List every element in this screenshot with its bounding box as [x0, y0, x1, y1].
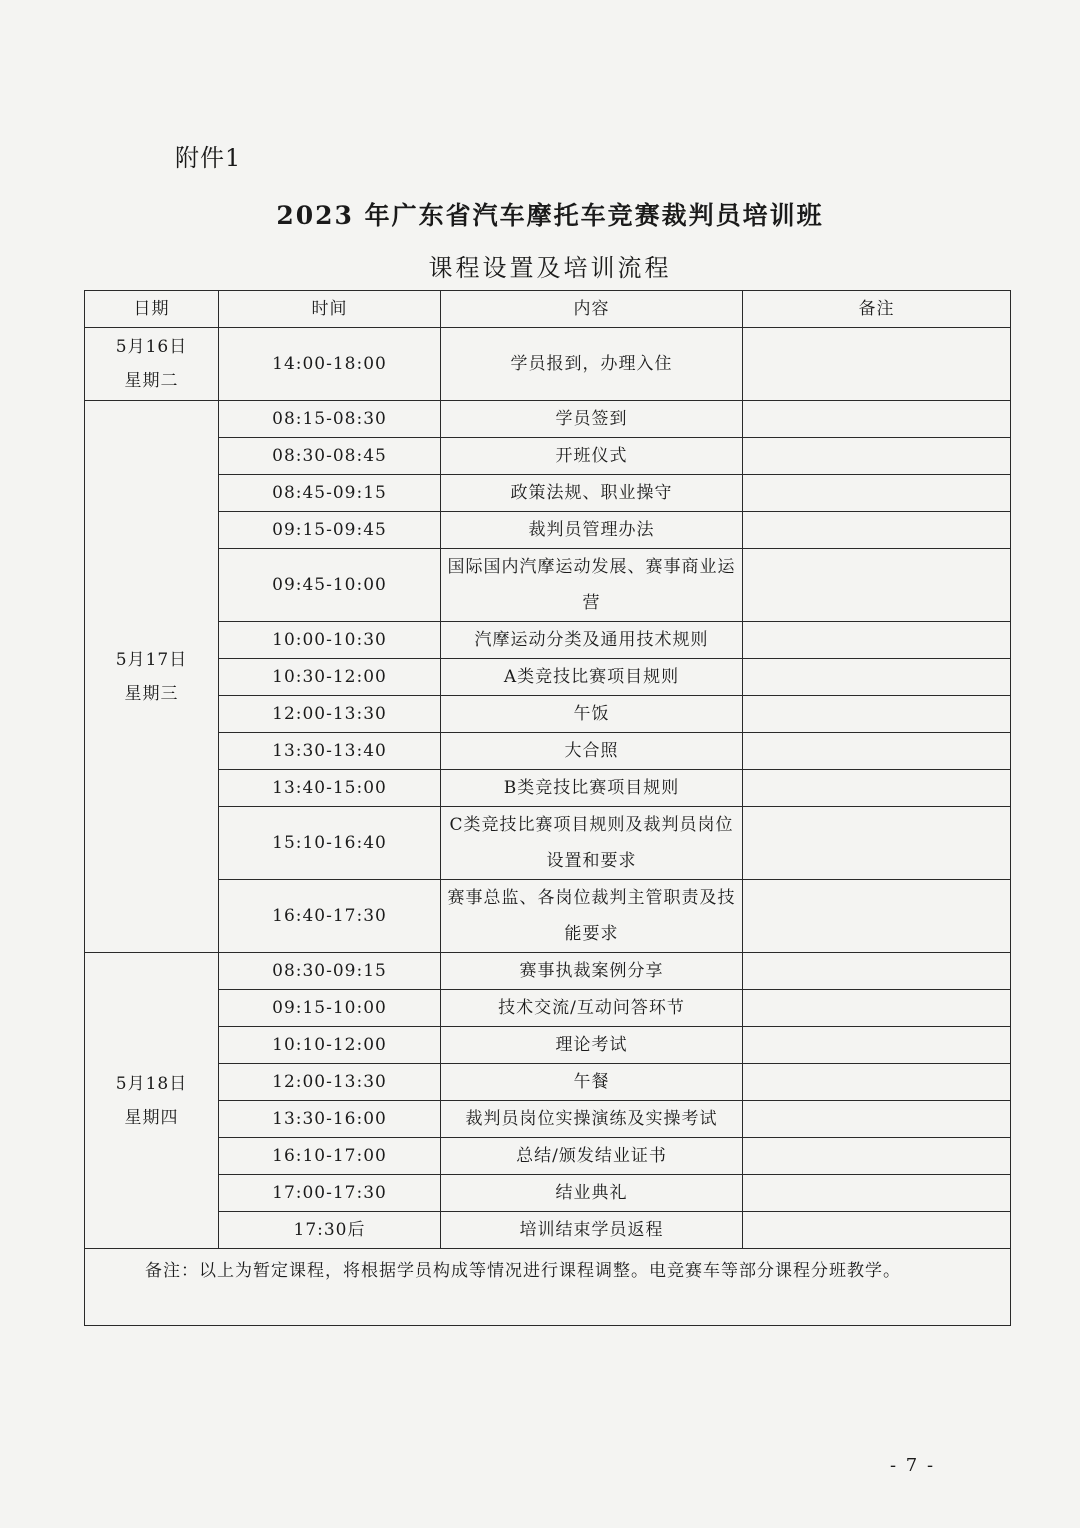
content-cell: 结业典礼	[441, 1175, 743, 1212]
content-cell: C类竞技比赛项目规则及裁判员岗位设置和要求	[441, 807, 743, 880]
table-row	[85, 659, 1011, 696]
time-cell: 09:15-09:45	[219, 512, 441, 549]
table-row	[85, 512, 1011, 549]
content-cell: 总结/颁发结业证书	[441, 1138, 743, 1175]
header-time: 时间	[219, 291, 441, 328]
table-row	[85, 328, 1011, 401]
content-cell: B类竞技比赛项目规则	[441, 770, 743, 807]
schedule-table	[84, 290, 1011, 1326]
table-row	[85, 1064, 1011, 1101]
table-row	[85, 696, 1011, 733]
content-cell: 午餐	[441, 1064, 743, 1101]
table-row	[85, 990, 1011, 1027]
time-cell: 13:30-13:40	[219, 733, 441, 770]
content-cell: 赛事总监、各岗位裁判主管职责及技能要求	[441, 880, 743, 953]
table-header-row	[85, 291, 1011, 328]
remark-cell	[743, 953, 1011, 990]
time-cell: 12:00-13:30	[219, 696, 441, 733]
content-cell: 技术交流/互动问答环节	[441, 990, 743, 1027]
day-date: 5月17日	[115, 649, 188, 670]
document-title: 2023 年广东省汽车摩托车竞赛裁判员培训班	[276, 201, 824, 230]
remark-cell	[743, 1064, 1011, 1101]
time-cell: 15:10-16:40	[219, 807, 441, 880]
content-cell: 裁判员岗位实操演练及实操考试	[441, 1101, 743, 1138]
remark-cell	[743, 438, 1011, 475]
day-weekday: 星期二	[124, 371, 179, 391]
remark-cell	[743, 549, 1011, 622]
day-date: 5月16日	[115, 337, 188, 357]
content-cell: 培训结束学员返程	[441, 1212, 743, 1249]
content-cell: 政策法规、职业操守	[441, 475, 743, 512]
content-cell: 裁判员管理办法	[441, 512, 743, 549]
content-cell: 开班仪式	[441, 438, 743, 475]
table-row	[85, 880, 1011, 953]
remark-cell	[743, 512, 1011, 549]
remark-cell	[743, 475, 1011, 512]
day-cell	[85, 953, 219, 1249]
time-cell: 10:10-12:00	[219, 1027, 441, 1064]
remark-cell	[743, 1175, 1011, 1212]
content-cell: 赛事执裁案例分享	[441, 953, 743, 990]
note-text: 备注：以上为暂定课程，将根据学员构成等情况进行课程调整。电竞赛车等部分课程分班教学。	[85, 1249, 1011, 1326]
time-cell: 17:00-17:30	[219, 1175, 441, 1212]
header-content: 内容	[441, 291, 743, 328]
remark-cell	[743, 659, 1011, 696]
time-cell: 13:30-16:00	[219, 1101, 441, 1138]
time-cell: 08:15-08:30	[219, 401, 441, 438]
page-number: - 7 -	[890, 1455, 936, 1476]
table-row	[85, 953, 1011, 990]
time-cell: 12:00-13:30	[219, 1064, 441, 1101]
time-cell: 08:30-08:45	[219, 438, 441, 475]
table-row	[85, 733, 1011, 770]
note-row	[85, 1249, 1011, 1326]
table-row	[85, 807, 1011, 880]
remark-cell	[743, 733, 1011, 770]
table-row	[85, 1175, 1011, 1212]
table-row	[85, 1027, 1011, 1064]
time-cell: 16:40-17:30	[219, 880, 441, 953]
day-cell	[85, 328, 219, 401]
day-date: 5月18日	[115, 1073, 188, 1094]
header-remark: 备注	[743, 291, 1011, 328]
time-cell: 08:30-09:15	[219, 953, 441, 990]
table-row	[85, 1212, 1011, 1249]
time-cell: 10:30-12:00	[219, 659, 441, 696]
document-subtitle: 课程设置及培训流程	[428, 254, 672, 282]
day-weekday: 星期四	[124, 1107, 179, 1128]
content-cell: 国际国内汽摩运动发展、赛事商业运营	[441, 549, 743, 622]
remark-cell	[743, 770, 1011, 807]
attachment-label: 附件1	[175, 144, 242, 172]
table-row	[85, 401, 1011, 438]
remark-cell	[743, 1101, 1011, 1138]
remark-cell	[743, 990, 1011, 1027]
content-cell: 理论考试	[441, 1027, 743, 1064]
time-cell: 16:10-17:00	[219, 1138, 441, 1175]
content-cell: 学员签到	[441, 401, 743, 438]
remark-cell	[743, 807, 1011, 880]
remark-cell	[743, 1138, 1011, 1175]
table-row	[85, 438, 1011, 475]
table-row	[85, 1101, 1011, 1138]
time-cell: 09:15-10:00	[219, 990, 441, 1027]
content-cell: 汽摩运动分类及通用技术规则	[441, 622, 743, 659]
remark-cell	[743, 622, 1011, 659]
day-weekday: 星期三	[124, 683, 179, 704]
time-cell: 17:30后	[219, 1212, 441, 1249]
content-cell: 大合照	[441, 733, 743, 770]
time-cell: 14:00-18:00	[219, 328, 441, 401]
table-row	[85, 549, 1011, 622]
time-cell: 13:40-15:00	[219, 770, 441, 807]
table-row	[85, 1138, 1011, 1175]
content-cell: 学员报到，办理入住	[441, 328, 743, 401]
day-cell	[85, 401, 219, 953]
time-cell: 10:00-10:30	[219, 622, 441, 659]
time-cell: 08:45-09:15	[219, 475, 441, 512]
content-cell: 午饭	[441, 696, 743, 733]
header-date: 日期	[85, 291, 219, 328]
table-row	[85, 770, 1011, 807]
remark-cell	[743, 1212, 1011, 1249]
remark-cell	[743, 696, 1011, 733]
table-row	[85, 475, 1011, 512]
remark-cell	[743, 880, 1011, 953]
remark-cell	[743, 1027, 1011, 1064]
table-row	[85, 622, 1011, 659]
remark-cell	[743, 328, 1011, 401]
remark-cell	[743, 401, 1011, 438]
time-cell: 09:45-10:00	[219, 549, 441, 622]
content-cell: A类竞技比赛项目规则	[441, 659, 743, 696]
